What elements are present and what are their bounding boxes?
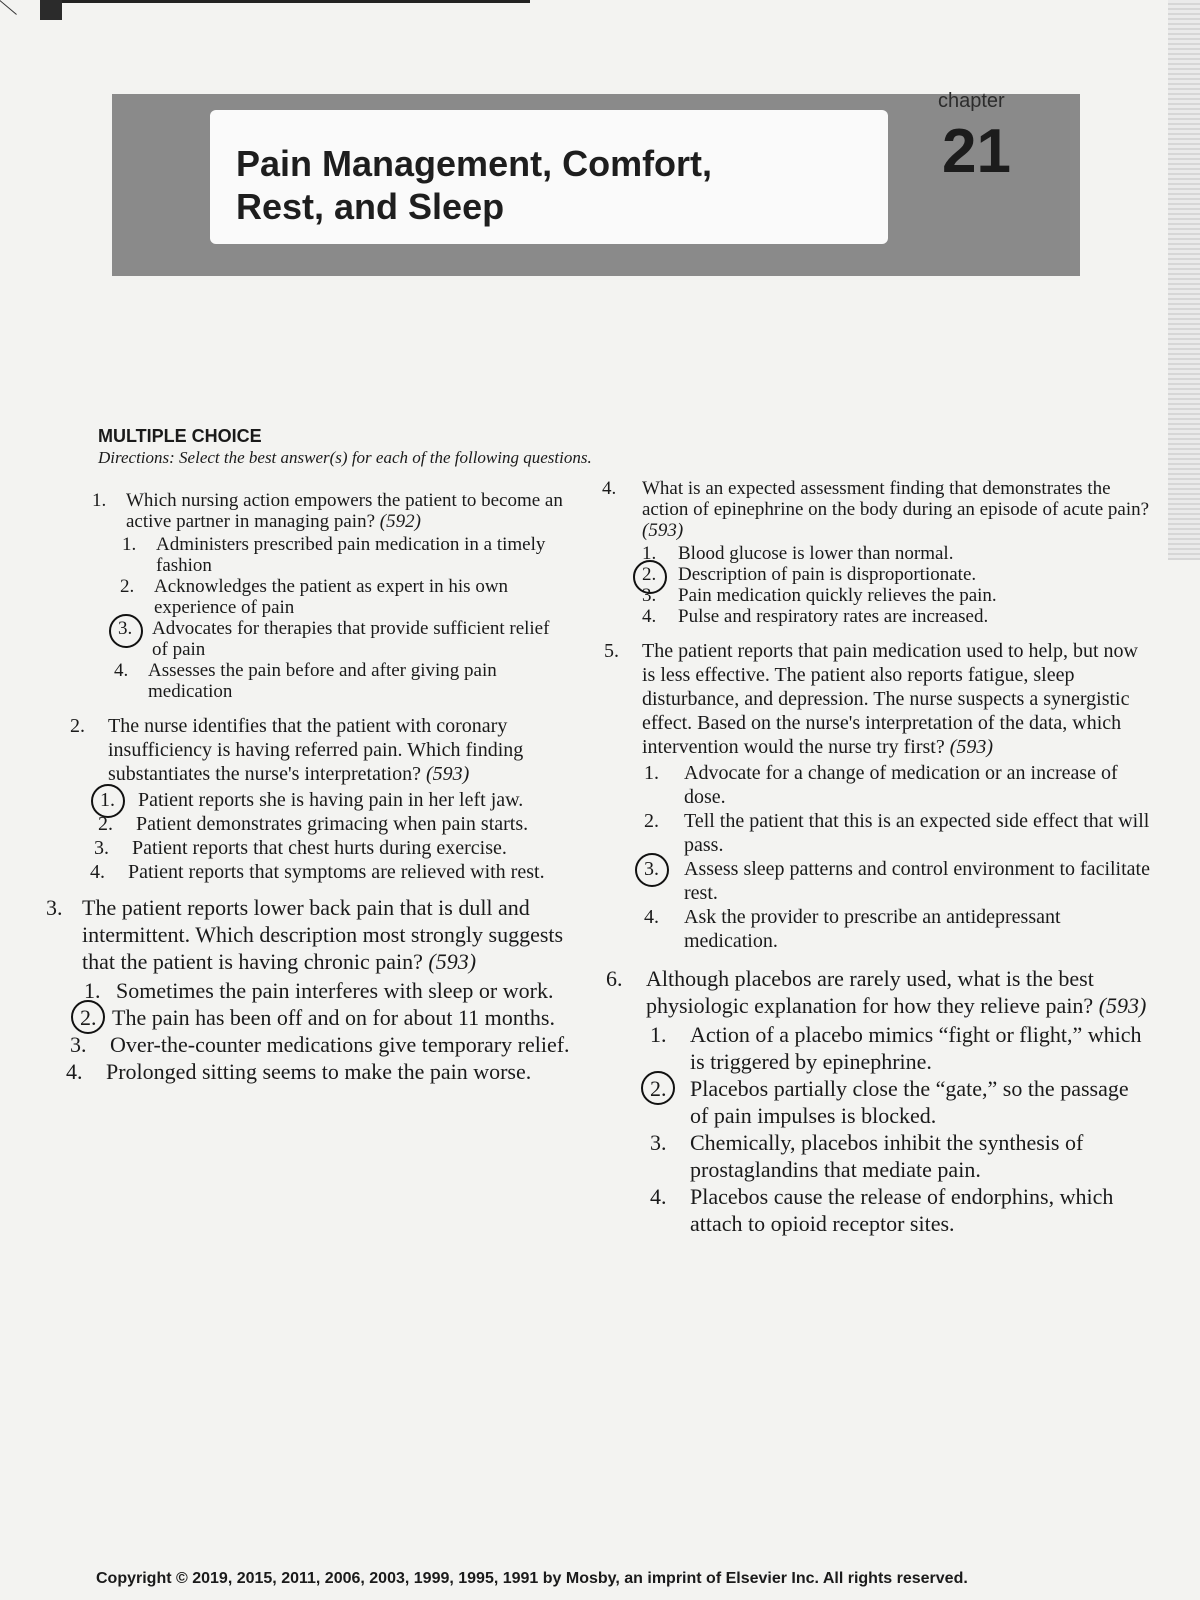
page-reference: (593) [949, 736, 994, 758]
answer-option [70, 534, 570, 576]
question-number: 4. [602, 478, 617, 499]
question-stem: The patient reports lower back pain that is dull and intermittent. Which description most strongly suggests that the patient is having chronic pain? [82, 895, 564, 974]
option-number: 3. [642, 585, 657, 606]
option-text: Tell the patient that this is an expected side effect that will pass. [684, 810, 1150, 856]
answer-option [70, 860, 570, 884]
option-number: 1. [650, 1022, 667, 1047]
option-number-circled: 3. [118, 618, 148, 639]
option-number: 3. [94, 837, 109, 859]
option-number: 2. [98, 813, 113, 835]
chapter-number: 21 [942, 117, 1011, 186]
option-number: 4. [650, 1184, 667, 1209]
answer-option [70, 836, 570, 860]
option-text: Description of pain is disproportionate. [678, 564, 977, 585]
question-stem: The patient reports that pain medication used to help, but now is less effective. The patient also reports fatigue, sleep disturbance, and depression. The nurse suspects a synergistic effect. Based on the nurse's interpretation of the data, which intervention would the nurse try first? [642, 640, 1138, 758]
answer-option [600, 809, 1150, 857]
answer-option [70, 812, 570, 836]
answer-option [46, 977, 570, 1004]
left-column [46, 490, 570, 1099]
answer-option [600, 761, 1150, 809]
question-stem: Although placebos are rarely used, what is the best physiologic explanation for how they relieve pain? [646, 966, 1094, 1018]
answer-option [46, 1031, 570, 1058]
option-number: 4. [644, 906, 659, 928]
corner-scan-line [0, 0, 17, 15]
option-number: 3. [70, 1032, 87, 1057]
question-3 [46, 894, 570, 1085]
option-text: Sometimes the pain interferes with sleep or work. [116, 978, 554, 1003]
option-text: Administers prescribed pain medication in a timely fashion [156, 534, 546, 576]
option-text: Prolonged sitting seems to make the pain worse. [106, 1059, 532, 1084]
section-directions: Directions: Select the best answer(s) for each of the following questions. [98, 448, 592, 467]
answer-options [600, 1021, 1150, 1237]
answer-option-selected [70, 618, 570, 660]
question-number: 6. [606, 966, 623, 991]
question-stem: What is an expected assessment finding that demonstrates the action of epinephrine on the body during an episode of acute pain? [642, 478, 1150, 520]
answer-option [600, 1021, 1150, 1075]
option-number: 2. [644, 810, 659, 832]
question-text [108, 714, 570, 786]
option-number: 4. [114, 660, 129, 681]
answer-option-selected [600, 857, 1150, 905]
option-number-circled: 1. [100, 788, 130, 812]
option-number: 1. [84, 978, 101, 1003]
right-column [600, 478, 1150, 1251]
option-text: Patient reports that chest hurts during exercise. [132, 837, 507, 859]
chapter-title-line-2: Rest, and Sleep [236, 186, 505, 227]
answer-option [46, 1058, 570, 1085]
option-number: 1. [644, 762, 659, 784]
option-number-circled: 3. [644, 857, 674, 881]
option-text: Patient reports she is having pain in her left jaw. [138, 789, 524, 811]
answer-option-selected [46, 1004, 570, 1031]
chapter-title [236, 142, 856, 228]
answer-options [70, 534, 570, 702]
answer-options [600, 761, 1150, 953]
copyright-footer: Copyright © 2019, 2015, 2011, 2006, 2003, 1999, 1995, 1991 by Mosby, an imprint of Elsevier Inc. All rights reserved. [96, 1570, 968, 1587]
question-4 [600, 478, 1150, 627]
option-text: Patient demonstrates grimacing when pain starts. [136, 813, 529, 835]
answer-option-selected [600, 1075, 1150, 1129]
option-text: Assesses the pain before and after giving pain medication [148, 660, 497, 702]
question-stem: The nurse identifies that the patient with coronary insufficiency is having referred pain. Which finding substantiates the nurse's interpretation? [108, 715, 524, 785]
question-number: 5. [604, 640, 619, 662]
page-reference: (593) [642, 520, 684, 541]
option-text: Ask the provider to prescribe an antidepressant medication. [684, 906, 1061, 952]
page-reference: (593) [428, 949, 477, 974]
question-2 [70, 714, 570, 884]
page-reference: (592) [379, 511, 421, 532]
answer-option-selected [600, 564, 1150, 585]
option-text: Over-the-counter medications give temporary relief. [110, 1032, 570, 1057]
option-text: Advocate for a change of medication or an increase of dose. [684, 762, 1118, 808]
chapter-title-line-1: Pain Management, Comfort, [236, 143, 713, 184]
option-number: 1. [122, 534, 137, 555]
option-number: 4. [642, 606, 657, 627]
option-number: 2. [120, 576, 135, 597]
option-text: Pain medication quickly relieves the pain. [678, 585, 997, 606]
option-text: Pulse and respiratory rates are increased. [678, 606, 989, 627]
top-edge-mark [40, 0, 62, 20]
option-number: 4. [90, 861, 105, 883]
option-text: The pain has been off and on for about 11 months. [112, 1005, 555, 1030]
question-text [646, 965, 1150, 1019]
answer-option [600, 905, 1150, 953]
question-text [642, 639, 1150, 759]
question-number: 2. [70, 715, 85, 737]
answer-option [600, 1129, 1150, 1183]
option-number: 4. [66, 1059, 83, 1084]
option-text: Action of a placebo mimics “fight or flight,” which is triggered by epinephrine. [690, 1022, 1142, 1074]
answer-option [600, 543, 1150, 564]
answer-options [600, 543, 1150, 627]
option-text: Acknowledges the patient as expert in his own experience of pain [154, 576, 509, 618]
option-text: Advocates for therapies that provide sufficient relief of pain [152, 618, 550, 660]
question-number: 3. [46, 895, 63, 920]
question-6 [600, 965, 1150, 1237]
scan-edge-shadow [1168, 0, 1200, 560]
answer-option [70, 660, 570, 702]
answer-option [600, 1183, 1150, 1237]
option-text: Patient reports that symptoms are relieved with rest. [128, 861, 545, 883]
answer-options [70, 788, 570, 884]
question-1 [70, 490, 570, 702]
question-5 [600, 639, 1150, 953]
section-heading: MULTIPLE CHOICE [98, 426, 262, 446]
option-number: 1. [642, 543, 657, 564]
answer-option-selected [70, 788, 570, 812]
option-text: Assess sleep patterns and control environment to facilitate rest. [684, 858, 1150, 904]
option-number: 3. [650, 1130, 667, 1155]
top-edge-line [40, 0, 530, 3]
option-text: Placebos cause the release of endorphins, which attach to opioid receptor sites. [690, 1184, 1114, 1236]
page-reference: (593) [1098, 993, 1147, 1018]
option-number-circled: 2. [650, 1075, 680, 1102]
option-number-circled: 2. [80, 1004, 110, 1031]
answer-options [46, 977, 570, 1085]
question-text [642, 478, 1150, 541]
answer-option [600, 585, 1150, 606]
answer-option [600, 606, 1150, 627]
chapter-label: chapter [938, 90, 1005, 112]
question-text [82, 894, 570, 975]
question-text [126, 490, 570, 532]
question-stem: Which nursing action empowers the patient to become an active partner in managing pain? [126, 490, 563, 532]
option-text: Chemically, placebos inhibit the synthesis of prostaglandins that mediate pain. [690, 1130, 1084, 1182]
option-number-circled: 2. [642, 564, 672, 585]
answer-option [70, 576, 570, 618]
question-number: 1. [92, 490, 107, 511]
option-text: Placebos partially close the “gate,” so the passage of pain impulses is blocked. [690, 1076, 1129, 1128]
option-text: Blood glucose is lower than normal. [678, 543, 954, 564]
page-reference: (593) [425, 763, 470, 785]
